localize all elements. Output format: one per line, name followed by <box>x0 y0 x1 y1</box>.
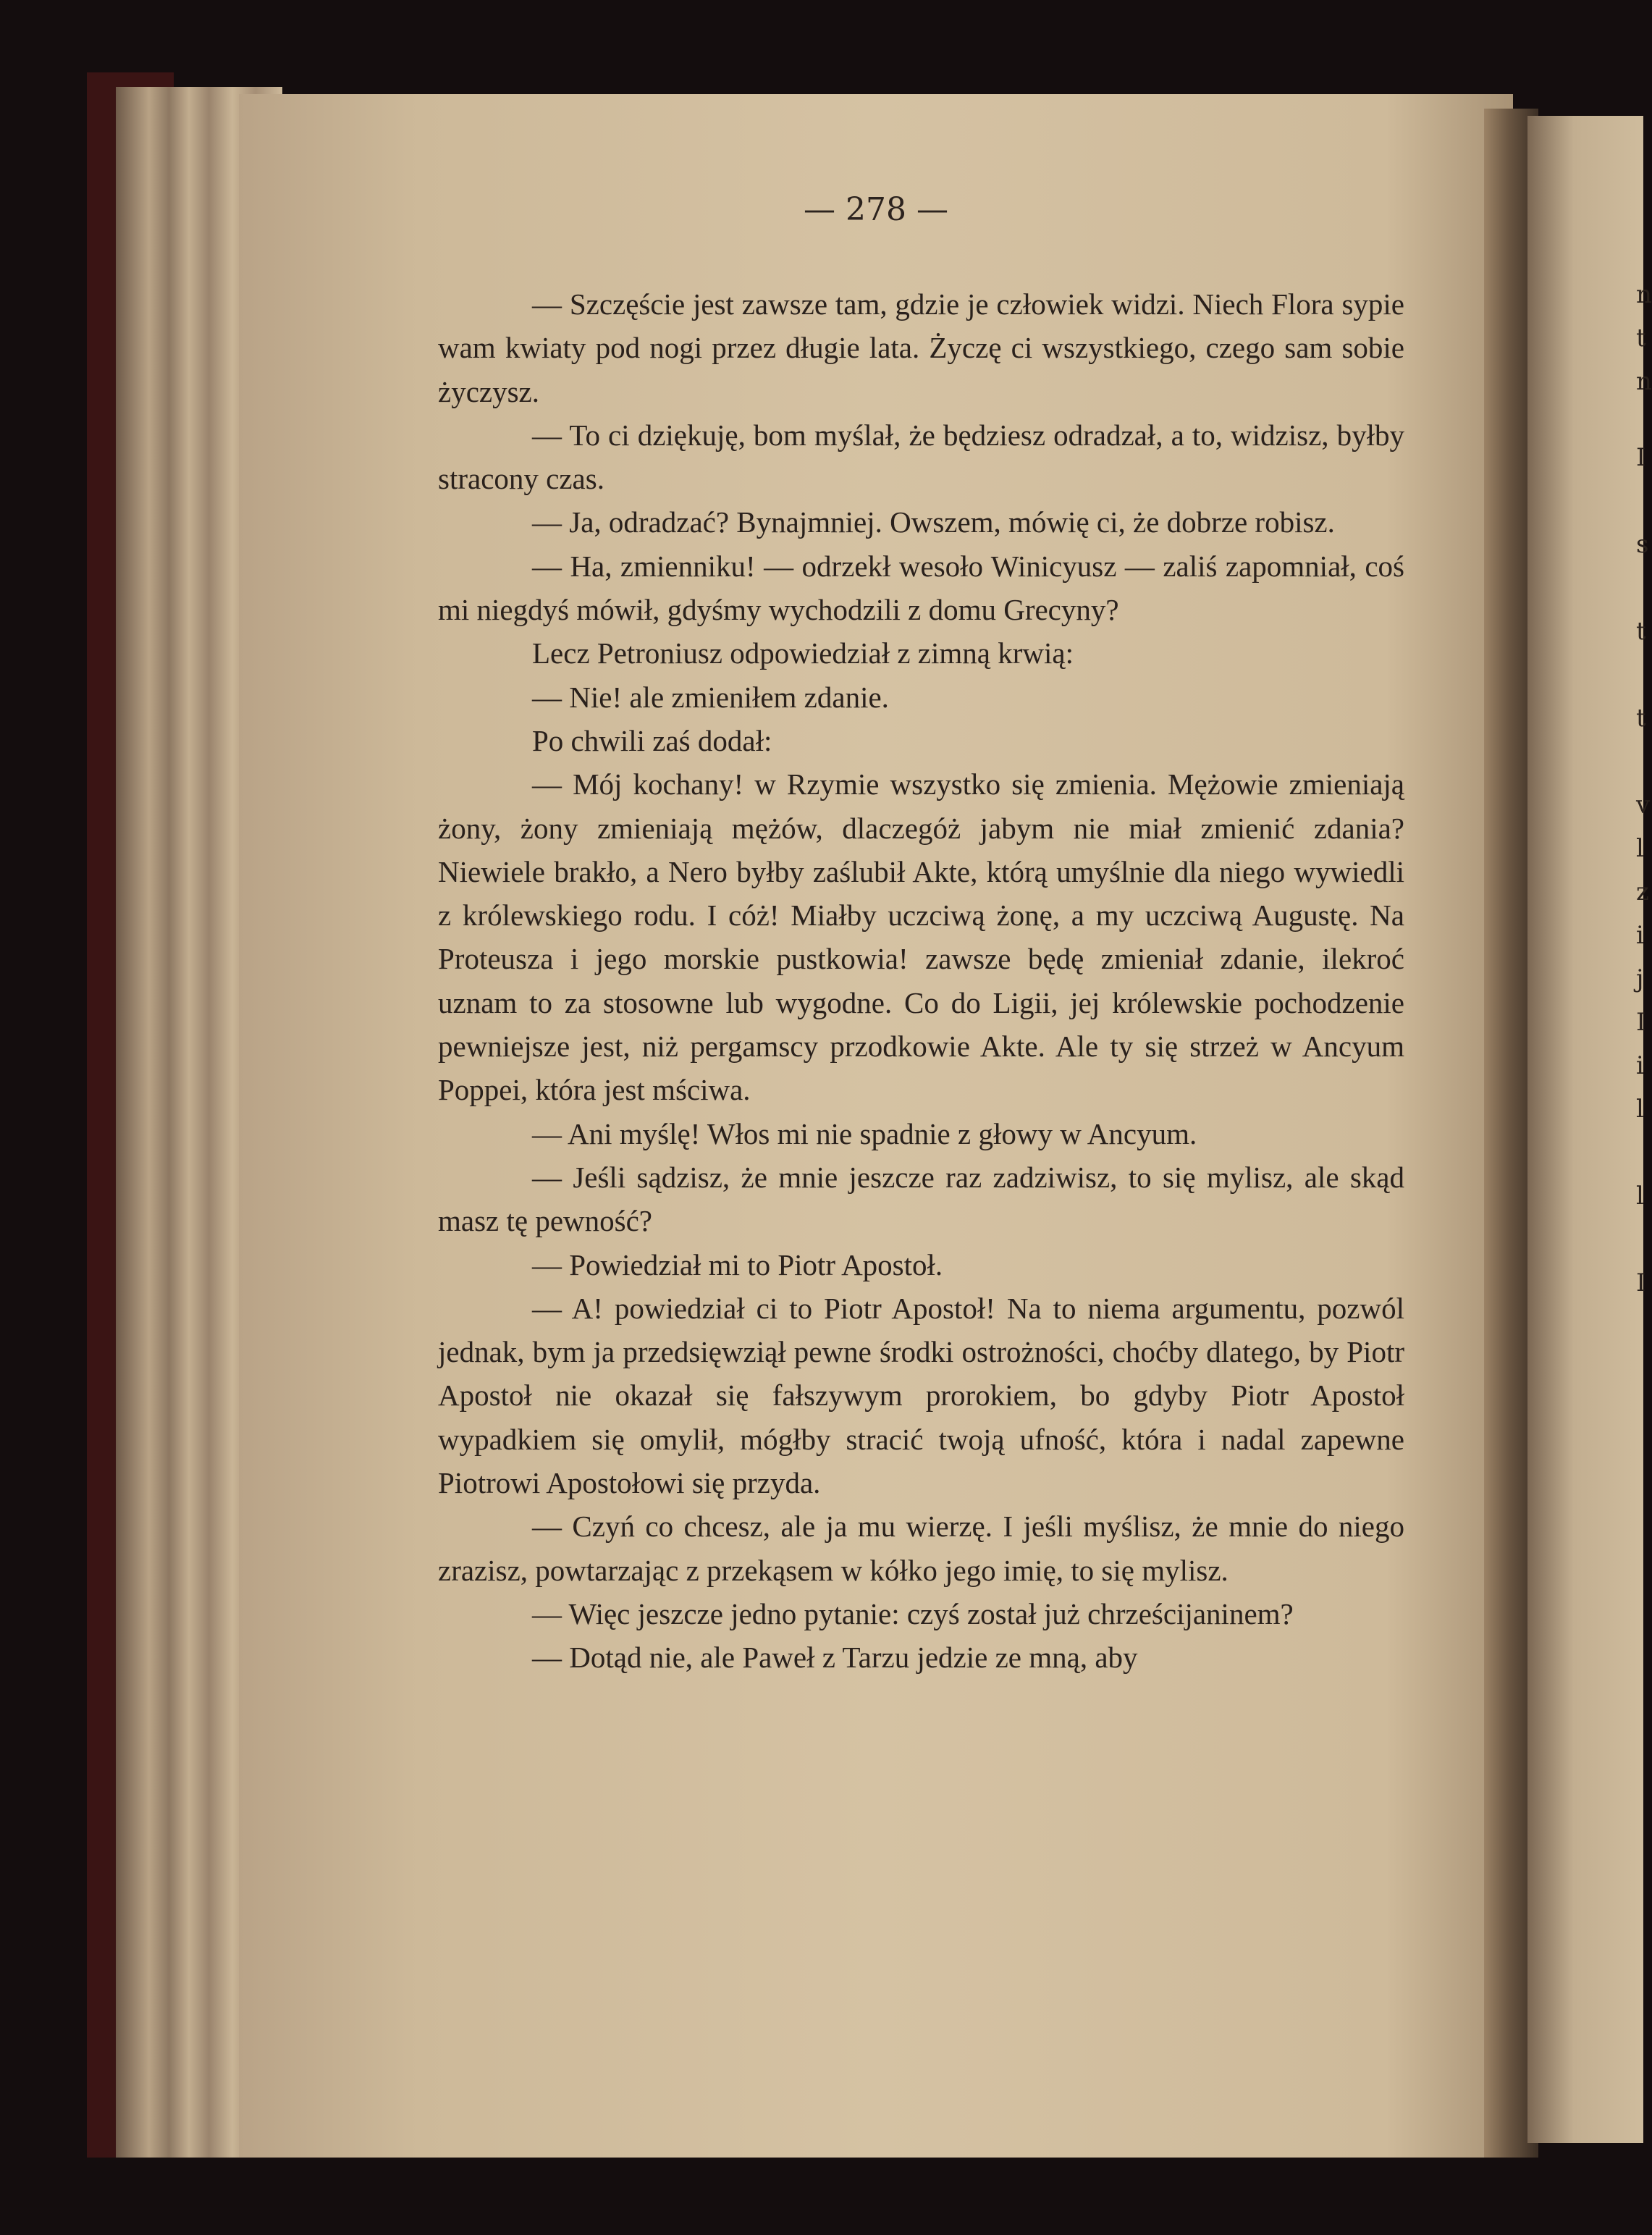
adjacent-page-fragment: t <box>1636 324 1646 353</box>
adjacent-page-fragment: I <box>1636 1008 1646 1037</box>
paragraph: — Więc jeszcze jedno pytanie: czyś został już chrześcijaninem? <box>532 1596 1294 1630</box>
adjacent-page-fragment: v <box>1636 791 1651 820</box>
adjacent-page-fragment: j <box>1636 964 1644 993</box>
adjacent-page-fragment: s <box>1636 530 1649 559</box>
paragraph: — A! powiedział ci to Piotr Apostoł! Na to niema argumentu, pozwól jednak, bym ja przedsięwziął pewne środki ostrożności, choćby dlatego, by Piotr Apostoł nie okazał się fałszywym prorokiem, bo gdyby Piotr Apostoł wypadkiem się omylił, mógłby stracić twoją ufność, która i nadal zapewne Piotrowi Apostołowi się przyda. <box>438 1291 1404 1500</box>
paragraph: — Powiedział mi to Piotr Apostoł. <box>532 1247 943 1281</box>
paragraph: Po chwili zaś dodał: <box>532 723 772 757</box>
adjacent-page-fragment: l <box>1636 834 1644 863</box>
adjacent-page-fragment: l <box>1636 1095 1644 1124</box>
adjacent-page <box>1527 116 1652 2143</box>
page-text <box>438 282 1404 1680</box>
paragraph: — Jeśli sądzisz, że mnie jeszcze raz zadziwisz, to się mylisz, ale skąd masz tę pewność? <box>438 1160 1404 1238</box>
page-number: — 278 — <box>804 191 948 228</box>
paragraph: — Czyń co chcesz, ale ja mu wierzę. I jeśli myślisz, że mnie do niego zrazisz, powtarzając z przekąsem w kółko jego imię, to się mylisz. <box>438 1510 1404 1587</box>
adjacent-page-fragment: t <box>1636 704 1646 733</box>
paragraph: — Ha, zmienniku! — odrzekł wesoło Winicyusz — zaliś zapomniał, coś mi niegdyś mówił, gdyśmy wychodzili z domu Grecyny? <box>438 549 1404 627</box>
adjacent-page-fragment: i <box>1636 1051 1644 1080</box>
adjacent-page-fragment: i <box>1636 921 1644 950</box>
paragraph: Lecz Petroniusz odpowiedział z zimną krwią: <box>532 636 1074 670</box>
paragraph: — To ci dziękuję, bom myślał, że będziesz odradzał, a to, widzisz, byłby stracony czas. <box>438 418 1404 496</box>
adjacent-page-fragment: I <box>1636 1268 1646 1297</box>
paragraph: — Szczęście jest zawsze tam, gdzie je człowiek widzi. Niech Flora sypie wam kwiaty pod nogi przez długie lata. Życzę ci wszystkiego, czego sam sobie życzysz. <box>438 287 1404 408</box>
adjacent-page-fragment: z <box>1636 877 1649 906</box>
adjacent-page-fragment: t <box>1636 617 1646 646</box>
paragraph: — Dotąd nie, ale Paweł z Tarzu jedzie ze mną, aby <box>532 1641 1138 1675</box>
paragraph: — Nie! ale zmieniłem zdanie. <box>532 680 889 714</box>
adjacent-page-fragment: l <box>1636 1182 1644 1211</box>
paragraph: — Mój kochany! w Rzymie wszystko się zmienia. Mężowie zmieniają żony, żony zmieniają mężów, dlaczegóż jabym nie miał zmienić zdania? Niewiele brakło, a Nero byłby zaślubił Akte, którą umyślnie dla niego wywiedli z królewskiego rodu. I cóż! Miałby uczciwą żonę, a my uczciwą Augustę. Na Proteusza i jego morskie pustkowia! zawsze będę zmieniał zdanie, ilekroć uznam to za stosowne lub wygodne. Co do Ligii, jej królewskie pochodzenie pewniejsze jest, niż pergamscy przodkowie Akte. Ale ty się strzeż w Ancyum Poppei, która jest mściwa. <box>438 767 1404 1107</box>
adjacent-page-fragment: n <box>1636 280 1652 309</box>
adjacent-page-fragment: I <box>1636 443 1646 472</box>
paragraph: — Ani myślę! Włos mi nie spadnie z głowy w Ancyum. <box>532 1116 1197 1150</box>
paragraph: — Ja, odradzać? Bynajmniej. Owszem, mówię ci, że dobrze robisz. <box>532 505 1335 539</box>
adjacent-page-fragment: n <box>1636 367 1652 396</box>
